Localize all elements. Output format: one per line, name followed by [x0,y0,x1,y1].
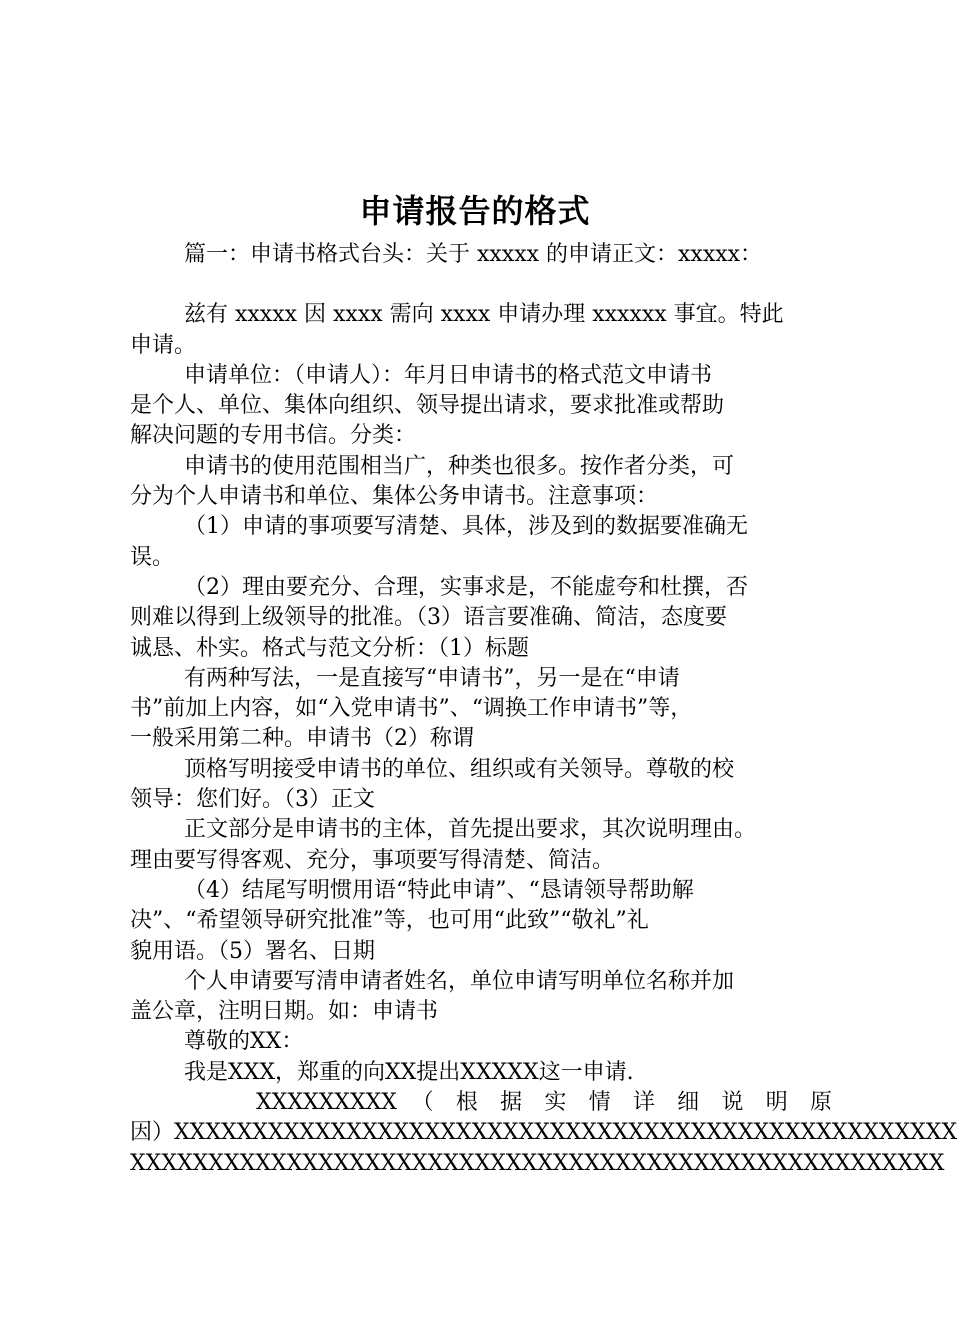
paragraph-line: 兹有 xxxxx 因 xxxx 需向 xxxx 申请办理 xxxxxx 事宜。特此 [184,302,784,328]
paragraph-line: 个人申请要写清申请者姓名，单位申请写明单位名称并加 [184,968,735,994]
paragraph-line: 决”、“希望领导研究批准”等，也可用“此致”“敬礼”礼 [130,908,649,934]
document-body [130,240,957,1179]
paragraph-line: 分为个人申请书和单位、集体公务申请书。注意事项： [130,484,659,510]
paragraph-line: 误。 [130,544,175,570]
paragraph-line: 诚恳、朴实。格式与范文分析：（1）标题 [130,635,529,661]
paragraph-line: （4）结尾写明惯用语“特此申请”、“恳请领导帮助解 [184,877,694,903]
paragraph-line: 申请单位：（申请人）：年月日申请书的格式范文申请书 [184,362,713,388]
paragraph-line: 一般采用第二种。申请书（2）称谓 [130,726,474,752]
paragraph-line: 顶格写明接受申请书的单位、组织或有关领导。尊敬的校 [184,756,735,782]
paragraph-line: 因）XXXXXXXXXXXXXXXXXXXXXXXXXXXXXXXXXXXXXXXXXXXXXXXXXX [130,1120,957,1146]
paragraph-line: 我是XXX，郑重的向XX提出XXXXX这一申请. [184,1059,634,1085]
paragraph-line: XXXXXXXXXXXXXXXXXXXXXXXXXXXXXXXXXXXXXXXXXXXXXXXXXXXX [130,1150,945,1176]
paragraph-line: 申请书的使用范围相当广，种类也很多。按作者分类，可 [184,453,735,479]
paragraph-line: 书”前加上内容，如“入党申请书”、“调换工作申请书”等， [130,696,693,722]
paragraph-line: 盖公章，注明日期。如：申请书 [130,999,439,1025]
paragraph-line: 貌用语。（5）署名、日期 [130,938,375,964]
paragraph-line: 尊敬的XX： [184,1029,304,1055]
paragraph-line: 有两种写法，一是直接写“申请书”，另一是在“申请 [184,665,680,691]
paragraph-line: （2）理由要充分、合理，实事求是，不能虚夸和杜撰，否 [184,574,748,600]
blank-line [130,270,832,300]
paragraph-line: 申请。 [130,332,197,358]
paragraph-line: 篇一：申请书格式台头：关于 xxxxx 的申请正文：xxxxx： [184,242,763,267]
paragraph-line: 领导：您们好。（3）正文 [130,787,375,813]
paragraph-line: （1）申请的事项要写清楚、具体，涉及到的数据要准确无 [184,514,748,540]
paragraph-line: 正文部分是申请书的主体，首先提出要求，其次说明理由。 [184,817,757,843]
paragraph-line: 解决问题的专用书信。分类： [130,423,417,449]
paragraph-line: 是个人、单位、集体向组织、领导提出请求，要求批准或帮助 [130,393,725,419]
document-title: 申请报告的格式 [359,192,591,230]
paragraph-line: XXXXXXXXX （ 根 据 实 情 详 细 说 明 原 [256,1090,832,1116]
paragraph-line: 理由要写得客观、充分，事项要写得清楚、简洁。 [130,847,615,873]
paragraph-line: 则难以得到上级领导的批准。（3）语言要准确、简洁，态度要 [130,605,727,631]
